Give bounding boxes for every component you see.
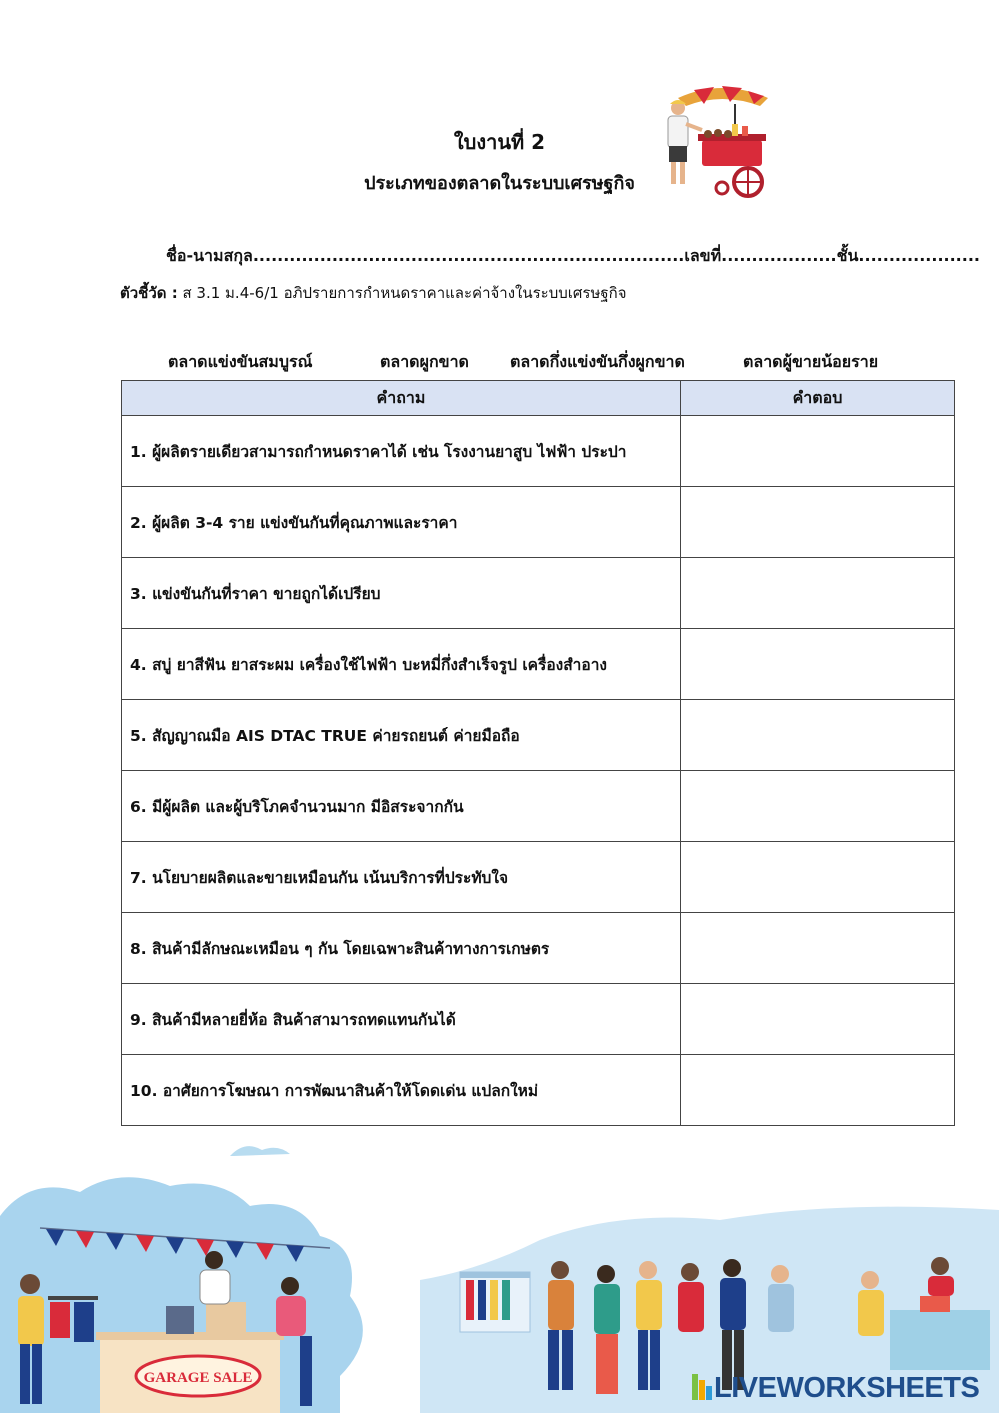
answer-cell[interactable]: [681, 416, 955, 487]
question-cell: 8. สินค้ามีลักษณะเหมือน ๆ กัน โดยเฉพาะสินค้าทางการเกษตร: [122, 913, 681, 984]
indicator-line: [120, 281, 627, 305]
table-row: [122, 842, 955, 913]
worksheet-subtitle: ประเภทของตลาดในระบบเศรษฐกิจ: [364, 173, 635, 194]
table-row: [122, 1055, 955, 1126]
question-cell: 6. มีผู้ผลิต และผู้บริโภคจำนวนมาก มีอิสระจากกัน: [122, 771, 681, 842]
table-header-row: [122, 381, 955, 416]
garage-sale-sign: GARAGE SALE: [143, 1370, 253, 1386]
question-cell: 9. สินค้ามีหลายยี่ห้อ สินค้าสามารถทดแทนกันได้: [122, 984, 681, 1055]
answer-column-header: คำตอบ: [681, 381, 955, 416]
answer-cell[interactable]: [681, 629, 955, 700]
table-row: [122, 416, 955, 487]
question-cell: 10. อาศัยการโฆษณา การพัฒนาสินค้าให้โดดเด่น แปลกใหม่: [122, 1055, 681, 1126]
question-cell: 3. แข่งขันกันที่ราคา ขายถูกได้เปรียบ: [122, 558, 681, 629]
answer-cell[interactable]: [681, 558, 955, 629]
table-row: [122, 771, 955, 842]
student-info-line: ชื่อ-นามสกุล.......................................................................เลขที่...................ชั้น....................: [166, 246, 980, 265]
garage-sale-illustration: [0, 1136, 400, 1413]
question-column-header: คำถาม: [122, 381, 681, 416]
table-row: [122, 913, 955, 984]
question-cell: 5. สัญญาณมือ AIS DTAC TRUE ค่ายรถยนต์ ค่ายมือถือ: [122, 700, 681, 771]
food-cart-illustration: [650, 84, 772, 202]
answer-cell[interactable]: [681, 771, 955, 842]
question-cell: 7. นโยบายผลิตและขายเหมือนกัน เน้นบริการที่ประทับใจ: [122, 842, 681, 913]
question-answer-table: [121, 380, 955, 1126]
worksheet-title: ใบงานที่ 2: [453, 130, 546, 154]
table-row: [122, 984, 955, 1055]
watermark-text: LIVEWORKSHEETS: [714, 1372, 980, 1404]
indicator-label: ตัวชี้วัด :: [120, 284, 178, 302]
option-perfect-competition: ตลาดแข่งขันสมบูรณ์: [168, 352, 313, 371]
liveworksheets-logo-icon: [692, 1374, 712, 1400]
option-monopolistic-competition: ตลาดกึ่งแข่งขันกึ่งผูกขาด: [510, 352, 685, 371]
question-cell: 1. ผู้ผลิตรายเดียวสามารถกำหนดราคาได้ เช่น โรงงานยาสูบ ไฟฟ้า ประปา: [122, 416, 681, 487]
question-cell: 4. สบู่ ยาสีฟัน ยาสระผม เครื่องใช้ไฟฟ้า บะหมี่กึ่งสำเร็จรูป เครื่องสำอาง: [122, 629, 681, 700]
liveworksheets-watermark: [692, 1372, 979, 1405]
table-row: [122, 558, 955, 629]
indicator-text: ส 3.1 ม.4-6/1 อภิปรายการกำหนดราคาและค่าจ้างในระบบเศรษฐกิจ: [177, 284, 627, 302]
table-row: [122, 487, 955, 558]
answer-cell[interactable]: [681, 913, 955, 984]
table-row: [122, 700, 955, 771]
option-monopoly: ตลาดผูกขาด: [380, 352, 469, 371]
answer-cell[interactable]: [681, 487, 955, 558]
question-cell: 2. ผู้ผลิต 3-4 ราย แข่งขันกันที่คุณภาพและราคา: [122, 487, 681, 558]
table-row: [122, 629, 955, 700]
answer-cell[interactable]: [681, 984, 955, 1055]
answer-cell[interactable]: [681, 842, 955, 913]
option-oligopoly: ตลาดผู้ขายน้อยราย: [743, 352, 879, 371]
answer-cell[interactable]: [681, 1055, 955, 1126]
answer-cell[interactable]: [681, 700, 955, 771]
